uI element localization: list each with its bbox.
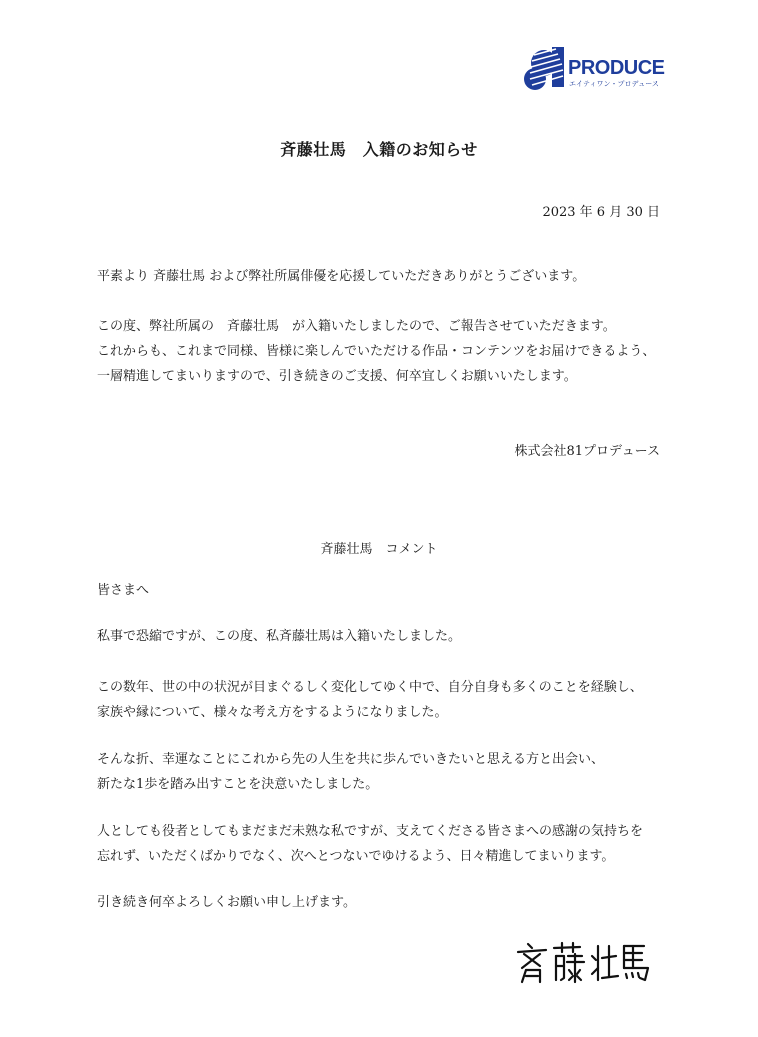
comment-line: 家族や縁について、様々な考え方をするようになりました。 [97,705,448,720]
comment-line: 忘れず、いただくばかりでなく、次へとつないでゆけるよう、日々精進してまいります。 [97,849,615,864]
comment-line: 引き続き何卒よろしくお願い申し上げます。 [97,895,356,910]
company-logo [522,45,667,93]
logo-subtitle: エイティワン・プロデュース [569,80,659,88]
page-title: 斉藤壮馬 入籍のお知らせ [280,140,478,159]
comment-heading: 斉藤壮馬 コメント [320,542,438,557]
announcement-line: これからも、これまで同様、皆様に楽しんでいただける作品・コンテンツをお届けできるよう、 [97,344,656,359]
comment-line: 人としても役者としてもまだまだ未熟な私ですが、支えてくださる皆さまへの感謝の気持ちを [97,824,644,839]
comment-line: 新たな1歩を踏み出すことを決意いたしました。 [97,777,379,792]
comment-line: 私事で恐縮ですが、この度、私斉藤壮馬は入籍いたしました。 [97,629,462,644]
announcement-line: 平素より 斉藤壮馬 および弊社所属俳優を応援していただきありがとうございます。 [97,269,586,284]
comment-line: この数年、世の中の状況が目まぐるしく変化してゆく中で、自分自身も多くのことを経験し、 [97,680,643,695]
handwritten-signature [512,940,652,986]
logo-mark-icon [522,45,570,91]
announcement-line: 一層精進してまいりますので、引き続きのご支援、何卒宜しくお願いいたします。 [97,369,577,384]
company-name: 株式会社81プロデュース [514,444,660,459]
announcement-line: この度、弊社所属の 斉藤壮馬 が入籍いたしましたので、ご報告させていただきます。 [97,319,616,334]
letter-date: 2023 年 6 月 30 日 [542,205,660,220]
comment-line: 皆さまへ [97,583,150,598]
comment-line: そんな折、幸運なことにこれから先の人生を共に歩んでいきたいと思える方と出会い、 [97,752,605,767]
logo-brand-text: PRODUCE [568,57,665,79]
